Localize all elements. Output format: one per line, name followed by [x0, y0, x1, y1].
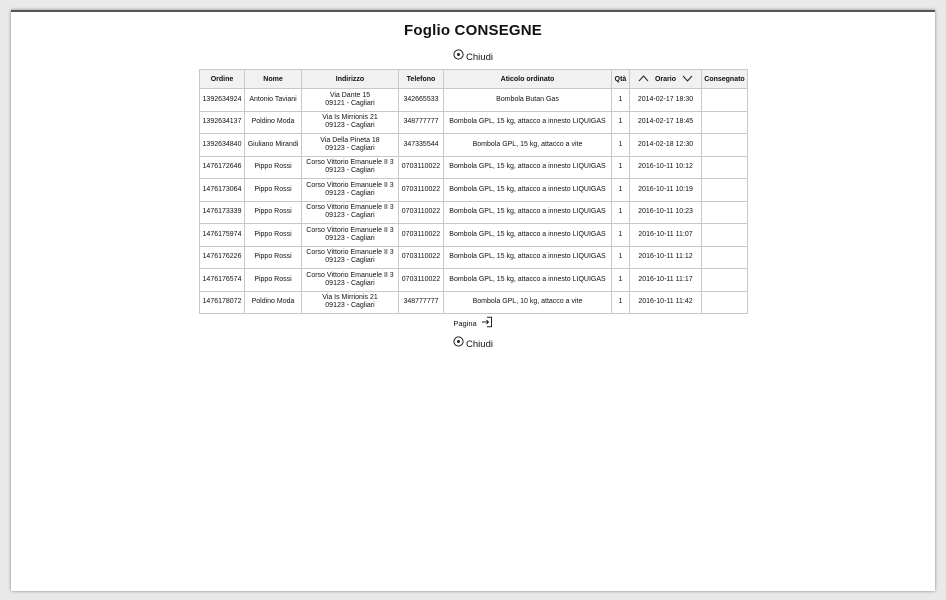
- cell-articolo: Bombola GPL, 15 kg, attacco a innesto LIQUIGAS: [444, 156, 612, 179]
- close-button-bottom[interactable]: [11, 337, 935, 352]
- cell-telefono: 348777777: [399, 111, 444, 134]
- cell-orario: 2014-02-18 12:30: [630, 134, 702, 157]
- table-row: [200, 224, 748, 247]
- cell-telefono: 0703110022: [399, 156, 444, 179]
- cell-consegnato[interactable]: [702, 179, 748, 202]
- address-street: Corso Vittorio Emanuele II 3: [306, 159, 394, 167]
- cell-qta: 1: [612, 291, 630, 314]
- address-street: Corso Vittorio Emanuele II 3: [306, 226, 394, 234]
- cell-orario: 2016-10-11 11:42: [630, 291, 702, 314]
- column-header-nome: Nome: [245, 70, 302, 89]
- cell-nome: Pippo Rossi: [245, 246, 302, 269]
- cell-nome: Pippo Rossi: [245, 156, 302, 179]
- next-page-icon[interactable]: [481, 316, 493, 330]
- cell-qta: 1: [612, 269, 630, 292]
- cell-qta: 1: [612, 179, 630, 202]
- delivery-sheet: [11, 10, 935, 591]
- cell-telefono: 0703110022: [399, 201, 444, 224]
- cell-articolo: Bombola GPL, 15 kg, attacco a innesto LIQUIGAS: [444, 111, 612, 134]
- close-button-label: Chiudi: [466, 339, 493, 351]
- cell-indirizzo: [302, 246, 399, 269]
- address-city: 09123 - Cagliari: [325, 212, 375, 220]
- cell-nome: Poldino Moda: [245, 291, 302, 314]
- cell-indirizzo: [302, 201, 399, 224]
- table-header-row: [200, 70, 748, 89]
- cell-telefono: 348777777: [399, 291, 444, 314]
- cell-articolo: Bombola GPL, 15 kg, attacco a vite: [444, 134, 612, 157]
- cell-indirizzo: [302, 156, 399, 179]
- cell-indirizzo: [302, 89, 399, 112]
- address-street: Corso Vittorio Emanuele II 3: [306, 204, 394, 212]
- cell-nome: Giuliano Mirandi: [245, 134, 302, 157]
- column-header-consegnato: Consegnato: [702, 70, 748, 89]
- cell-telefono: 0703110022: [399, 224, 444, 247]
- column-header-articolo: Aticolo ordinato: [444, 70, 612, 89]
- cell-orario: 2016-10-11 11:07: [630, 224, 702, 247]
- table-row: [200, 134, 748, 157]
- cell-ordine: 1476178072: [200, 291, 245, 314]
- cell-ordine: 1392634137: [200, 111, 245, 134]
- table-row: [200, 291, 748, 314]
- cell-consegnato[interactable]: [702, 224, 748, 247]
- address-city: 09121 - Cagliari: [325, 99, 375, 107]
- cell-consegnato[interactable]: [702, 111, 748, 134]
- cell-orario: 2014-02-17 18:30: [630, 89, 702, 112]
- cell-nome: Poldino Moda: [245, 111, 302, 134]
- cell-consegnato[interactable]: [702, 269, 748, 292]
- cell-indirizzo: [302, 269, 399, 292]
- cell-nome: Pippo Rossi: [245, 269, 302, 292]
- cell-ordine: 1392634924: [200, 89, 245, 112]
- cell-indirizzo: [302, 111, 399, 134]
- cell-consegnato[interactable]: [702, 246, 748, 269]
- cell-telefono: 0703110022: [399, 246, 444, 269]
- table-row: [200, 179, 748, 202]
- cell-articolo: Bombola GPL, 15 kg, attacco a innesto LIQUIGAS: [444, 246, 612, 269]
- cell-consegnato[interactable]: [702, 201, 748, 224]
- cell-telefono: 342665533: [399, 89, 444, 112]
- address-street: Via Della Pineta 18: [320, 136, 380, 144]
- cell-consegnato[interactable]: [702, 291, 748, 314]
- cell-ordine: 1392634840: [200, 134, 245, 157]
- cell-ordine: 1476176574: [200, 269, 245, 292]
- cell-ordine: 1476173064: [200, 179, 245, 202]
- cell-articolo: Bombola Butan Gas: [444, 89, 612, 112]
- cell-orario: 2016-10-11 11:12: [630, 246, 702, 269]
- cell-orario: 2016-10-11 10:19: [630, 179, 702, 202]
- cell-ordine: 1476176226: [200, 246, 245, 269]
- column-header-telefono: Telefono: [399, 70, 444, 89]
- cell-ordine: 1476173339: [200, 201, 245, 224]
- cell-orario: 2016-10-11 10:12: [630, 156, 702, 179]
- cell-nome: Antonio Taviani: [245, 89, 302, 112]
- column-header-qta: Qtà: [612, 70, 630, 89]
- cell-ordine: 1476175974: [200, 224, 245, 247]
- cell-qta: 1: [612, 111, 630, 134]
- column-header-orario-label: Orario: [654, 75, 676, 83]
- cell-indirizzo: [302, 179, 399, 202]
- cell-orario: 2014-02-17 18:45: [630, 111, 702, 134]
- address-city: 09123 - Cagliari: [325, 257, 375, 265]
- close-circle-icon: [453, 49, 464, 64]
- cell-indirizzo: [302, 291, 399, 314]
- column-header-ordine: Ordine: [200, 70, 245, 89]
- cell-indirizzo: [302, 134, 399, 157]
- cell-indirizzo: [302, 224, 399, 247]
- cell-telefono: 0703110022: [399, 179, 444, 202]
- pagination: [11, 317, 935, 331]
- page-title: Foglio CONSEGNE: [404, 22, 542, 39]
- address-street: Corso Vittorio Emanuele II 3: [306, 181, 394, 189]
- table-row: [200, 246, 748, 269]
- close-button-label: Chiudi: [466, 52, 493, 64]
- address-city: 09123 - Cagliari: [325, 279, 375, 287]
- sort-ascending-icon[interactable]: [638, 75, 649, 84]
- close-circle-icon: [453, 336, 464, 351]
- cell-ordine: 1476172646: [200, 156, 245, 179]
- address-street: Via Is Mirrionis 21: [322, 294, 378, 302]
- cell-articolo: Bombola GPL, 10 kg, attacco a vite: [444, 291, 612, 314]
- cell-qta: 1: [612, 224, 630, 247]
- table-row: [200, 201, 748, 224]
- address-city: 09123 - Cagliari: [325, 167, 375, 175]
- table-body: [200, 89, 748, 314]
- table-row: [200, 111, 748, 134]
- close-button-top[interactable]: [11, 50, 935, 65]
- address-city: 09123 - Cagliari: [325, 234, 375, 242]
- cell-telefono: 347335544: [399, 134, 444, 157]
- cell-consegnato[interactable]: [702, 89, 748, 112]
- address-city: 09123 - Cagliari: [325, 189, 375, 197]
- cell-qta: 1: [612, 134, 630, 157]
- deliveries-table: [199, 69, 748, 314]
- cell-qta: 1: [612, 201, 630, 224]
- table-row: [200, 269, 748, 292]
- cell-nome: Pippo Rossi: [245, 179, 302, 202]
- sort-descending-icon[interactable]: [682, 75, 693, 84]
- cell-articolo: Bombola GPL, 15 kg, attacco a innesto LIQUIGAS: [444, 269, 612, 292]
- address-street: Via Dante 15: [329, 91, 371, 99]
- cell-articolo: Bombola GPL, 15 kg, attacco a innesto LIQUIGAS: [444, 224, 612, 247]
- address-street: Corso Vittorio Emanuele II 3: [306, 271, 394, 279]
- table-row: [200, 156, 748, 179]
- pagination-label: Pagina: [453, 318, 477, 328]
- address-city: 09123 - Cagliari: [325, 144, 375, 152]
- column-header-indirizzo: Indirizzo: [302, 70, 399, 89]
- cell-articolo: Bombola GPL, 15 kg, attacco a innesto LIQUIGAS: [444, 201, 612, 224]
- cell-nome: Pippo Rossi: [245, 224, 302, 247]
- cell-articolo: Bombola GPL, 15 kg, attacco a innesto LIQUIGAS: [444, 179, 612, 202]
- cell-qta: 1: [612, 89, 630, 112]
- address-city: 09123 - Cagliari: [325, 122, 375, 130]
- cell-qta: 1: [612, 156, 630, 179]
- cell-consegnato[interactable]: [702, 134, 748, 157]
- cell-telefono: 0703110022: [399, 269, 444, 292]
- address-street: Via Is Mirrionis 21: [322, 114, 378, 122]
- address-street: Corso Vittorio Emanuele II 3: [306, 249, 394, 257]
- address-city: 09123 - Cagliari: [325, 302, 375, 310]
- cell-orario: 2016-10-11 11:17: [630, 269, 702, 292]
- column-header-orario: [630, 70, 702, 89]
- cell-qta: 1: [612, 246, 630, 269]
- cell-consegnato[interactable]: [702, 156, 748, 179]
- cell-nome: Pippo Rossi: [245, 201, 302, 224]
- table-row: [200, 89, 748, 112]
- cell-orario: 2016-10-11 10:23: [630, 201, 702, 224]
